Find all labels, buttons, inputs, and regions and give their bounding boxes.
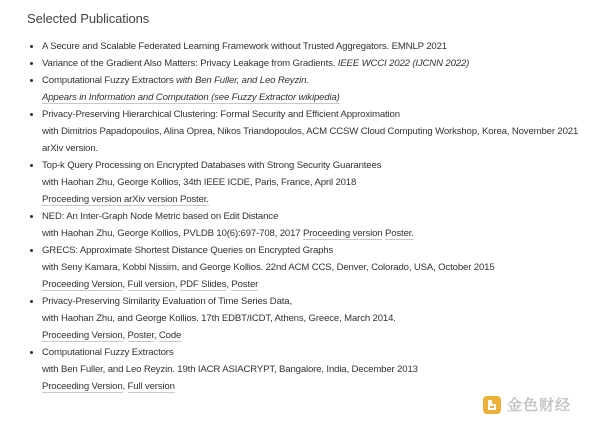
publication-link[interactable]: Appears in Information and Computation (see Fuzzy Extractor wikipedia): [42, 92, 340, 103]
publication-item: [27, 344, 587, 395]
publication-item: [27, 72, 587, 106]
publication-text: Privacy-Preserving Hierarchical Clustering: Formal Security and Efficient Approximation: [42, 109, 400, 120]
publication-text: with Haohan Zhu, George Kollios, PVLDB 10(6):697-708, 2017: [42, 228, 304, 239]
publication-venue: with Ben Fuller, and Leo Reyzin.: [175, 75, 309, 86]
publication-link[interactable]: Code: [158, 330, 182, 341]
goldfinance-logo-icon: [482, 395, 502, 415]
publication-item: [27, 55, 587, 72]
publication-line: [42, 106, 587, 123]
publication-item: [27, 242, 587, 293]
publication-venue: IEEE WCCI 2022 (IJCNN 2022): [337, 58, 470, 69]
publication-line: [42, 327, 587, 344]
publication-line: [42, 157, 587, 174]
publication-link[interactable]: Proceeding Version: [42, 279, 123, 290]
publication-text: ,: [153, 330, 159, 341]
publication-line: [42, 174, 587, 191]
publication-text: ,: [226, 279, 232, 290]
publication-line: [42, 225, 587, 242]
publication-link[interactable]: Poster: [127, 330, 154, 341]
publication-line: [42, 123, 587, 140]
publication-line: [42, 361, 587, 378]
publication-link[interactable]: Full version: [127, 279, 175, 290]
publication-text: ,: [122, 330, 128, 341]
publication-text: ,: [122, 381, 128, 392]
publication-text: Computational Fuzzy Extractors: [42, 347, 174, 358]
publication-text: with Ben Fuller, and Leo Reyzin. 19th IACR ASIACRYPT, Bangalore, India, December 2013: [42, 364, 418, 375]
publication-line: [42, 242, 587, 259]
publication-text: with Haohan Zhu, and George Kollios. 17th EDBT/ICDT, Athens, Greece, March 2014.: [42, 313, 396, 324]
publication-line: [42, 72, 587, 89]
publication-item: [27, 106, 587, 157]
publication-link[interactable]: Proceeding version: [303, 228, 383, 239]
publication-line: [42, 276, 587, 293]
publication-text: with Haohan Zhu, George Kollios, 34th IEEE ICDE, Paris, France, April 2018: [42, 177, 357, 188]
publication-line: [42, 191, 587, 208]
publication-line: [42, 293, 587, 310]
publication-link[interactable]: Poster: [231, 279, 259, 290]
publication-text: with Seny Kamara, Kobbi Nissim, and George Kollios. 22nd ACM CCS, Denver, Colorado, USA, October 2015: [42, 262, 495, 273]
publication-link[interactable]: Poster.: [384, 228, 414, 239]
publication-text: with Dimitrios Papadopoulos, Alina Oprea, Nikos Triandopoulos, ACM CCSW Cloud Computing Workshop, Korea, November 2021: [42, 126, 579, 137]
publication-item: [27, 208, 587, 242]
publication-text: NED: An Inter-Graph Node Metric based on Edit Distance: [42, 211, 279, 222]
publication-link[interactable]: Proceeding Version: [42, 381, 123, 392]
publication-line: [42, 344, 587, 361]
publication-text: ,: [122, 279, 128, 290]
publication-link[interactable]: Proceeding version arXiv version Poster.: [42, 194, 209, 205]
publication-line: [42, 38, 587, 55]
watermark: [482, 394, 571, 415]
publication-item: [27, 157, 587, 208]
section-title: Selected Publications: [27, 11, 150, 26]
watermark-text: 金色财经: [507, 396, 572, 414]
publication-text: Top-k Query Processing on Encrypted Databases with Strong Security Guarantees: [42, 160, 382, 171]
publication-line: [42, 310, 587, 327]
publication-link[interactable]: Full version: [127, 381, 175, 392]
publication-line: [42, 89, 587, 106]
publication-text: A Secure and Scalable Federated Learning Framework without Trusted Aggregators. EMNLP 2021: [42, 41, 447, 52]
publication-item: [27, 38, 587, 55]
publication-line: [42, 378, 587, 395]
publication-link[interactable]: PDF Slides: [179, 279, 227, 290]
publication-text: Computational Fuzzy Extractors: [42, 75, 176, 86]
publication-text: arXiv version.: [42, 143, 99, 154]
publication-item: [27, 293, 587, 344]
publication-line: [42, 55, 587, 72]
publication-text: GRECS: Approximate Shortest Distance Queries on Encrypted Graphs: [42, 245, 334, 256]
publication-line: [42, 140, 587, 157]
publication-line: [42, 208, 587, 225]
publication-link[interactable]: Proceeding Version: [42, 330, 123, 341]
publication-text: Variance of the Gradient Also Matters: Privacy Leakage from Gradients.: [42, 58, 338, 69]
publication-text: ,: [174, 279, 180, 290]
publication-text: Privacy-Preserving Similarity Evaluation of Time Series Data,: [42, 296, 292, 307]
publication-line: [42, 259, 587, 276]
publication-list: [27, 38, 587, 395]
